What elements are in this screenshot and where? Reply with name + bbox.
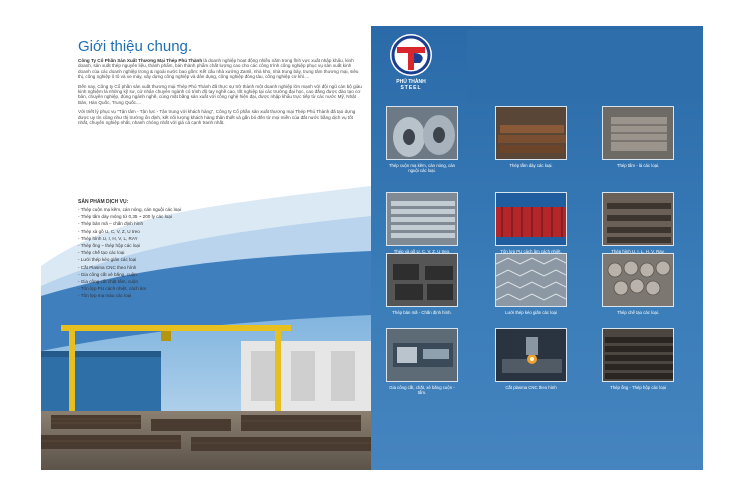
service-item: - Thép xà gồ U, C, V, Z, U treo xyxy=(78,228,140,234)
product-image xyxy=(602,106,674,160)
company-name: Công Ty Cổ Phần Sản Xuất Thương Mại Thép Phú Thành xyxy=(78,58,203,63)
service-item: - Lưới thép kéo giãn các loại xyxy=(78,257,137,263)
product-caption: Lưới thép kéo giãn các loại xyxy=(505,310,557,315)
product-caption: Tôn lợp PU cách âm cách nhiệt. xyxy=(500,249,562,254)
header-wave xyxy=(467,30,703,100)
product-caption: Thép hình U, I, L, H, V, Ray. xyxy=(611,249,665,254)
service-item: - Thép tấm dày mỏng từ 0,35 ~ 200 ly các loại xyxy=(78,214,172,220)
product-caption: Thép ống - Thép hộp các loại xyxy=(610,385,666,390)
product-image xyxy=(386,106,458,160)
product-caption: Thép xà gồ U, C, V, Z, U treo. xyxy=(393,249,451,254)
product-tile xyxy=(386,328,458,395)
intro-paragraph-3: Với triết lý phục vụ "Tận tâm - Tận lực - Tận trung với khách hàng", Công ty Cổ phần sản xuất thương mại Thép Phú Thành đã tạo dựng được uy tín cũng như thị trường ổn định, kết nối lượng khách hàng thân thiết và gắn bó đến từ mọi miền của đất nước bằng dịch vụ tốt nhất, chuyên nghiệp nhất, nhanh chóng nhất với giá cả cạnh tranh nhất. xyxy=(78,109,356,126)
product-image xyxy=(602,328,674,382)
product-caption: Thép tấm dày các loại. xyxy=(509,163,553,168)
service-item: - Thép chế tạo các loại xyxy=(78,250,125,256)
product-image xyxy=(602,192,674,246)
service-item: - Cắt Plasma CNC theo hình xyxy=(78,264,137,270)
product-caption: Gia công cắt, chặt, xẻ băng cuộn - tấm. xyxy=(389,385,455,395)
service-item: - Tôn lợp PU cách nhiệt, cách âm xyxy=(78,286,147,292)
product-image xyxy=(386,328,458,382)
service-item: - Thép cuộn mạ kẽm, cán nóng, cán nguội các loại xyxy=(78,207,181,212)
product-tile xyxy=(602,106,674,168)
service-item: - Thép bản mã – chấn định hình xyxy=(78,221,144,227)
services-list xyxy=(78,206,181,300)
product-tile xyxy=(386,253,458,315)
product-image xyxy=(495,192,567,246)
product-tile xyxy=(495,106,567,168)
factory-photo xyxy=(41,311,371,470)
company-logo xyxy=(385,32,437,100)
page-title: Giới thiệu chung. xyxy=(78,38,193,55)
intro-text xyxy=(78,58,363,129)
product-image xyxy=(386,192,458,246)
intro-p1-rest: là doanh nghiệp hoạt động nhiều năm trong lĩnh vực xuất nhập khẩu, kinh doanh, sản xuất thép nguyên liệu, thành phẩm, bán thành phẩm chất lượng cao cho các công trình công nghiệp phục vụ sản xuất kinh doanh của các doanh nghiệp trong & ngoài nước bao gồm: Kết cấu nhà xưởng Zamil, nhà kho, nhà trung bày, trung tâm thương mại, siêu thị, công nghiệp ô tô và xe máy, xây dựng công nghiệp và dân dụng, công nghiệp đóng tàu, công nghiệp cơ khí.... xyxy=(78,58,359,80)
intro-paragraph-1 xyxy=(78,58,363,80)
product-image xyxy=(386,253,458,307)
product-tile xyxy=(386,192,458,254)
product-caption: Thép cuộn mạ kẽm, cán nóng, cán nguội các loại. xyxy=(388,163,456,173)
logo-text xyxy=(385,80,437,91)
product-tile xyxy=(602,253,674,315)
product-tile xyxy=(495,328,567,390)
product-caption: Thép bản mã - Chấn định hình. xyxy=(392,310,452,315)
product-image xyxy=(495,253,567,307)
service-item: - Thép ống – thép hộp các loại xyxy=(78,243,140,249)
left-page xyxy=(41,26,371,470)
logo-line-2: STEEL xyxy=(400,84,422,91)
service-item: - Tôn lợp mạ màu các loại xyxy=(78,293,132,299)
product-tile xyxy=(386,106,458,173)
product-image xyxy=(602,253,674,307)
product-image xyxy=(495,106,567,160)
product-tile xyxy=(495,253,567,315)
intro-paragraph-2: Đến nay, Công ty Cổ phần sản xuất thương mại Thép Phú Thành đã thực sự trở thành một doanh nghiệp lớn mạnh với đội ngũ cán bộ giàu kinh nghiệm là những kỹ sư, cử nhân chuyên ngành có trình độ tay nghề cao, tốt nghiệp tại các trường đại học, cao đẳng được đào tạo cơ bản, chuyên nghiệp, đúng ngành nghề, cùng mặt bằng sản xuất với công nghệ hiện đại, được nhập khẩu trực tiếp từ các nước Mỹ, Nhật Bản, Hàn Quốc, Trung Quốc.... xyxy=(78,83,362,105)
product-tile xyxy=(495,192,567,254)
service-item: - Gia công cắt xẻ băng, cuộn xyxy=(78,271,137,277)
logo-line-1: PHÚ THÀNH xyxy=(396,79,426,85)
product-tile xyxy=(602,192,674,254)
product-caption: Cắt plasma CNC theo hình xyxy=(505,385,557,390)
services-heading: SẢN PHẨM DỊCH VỤ: xyxy=(78,199,129,205)
service-item: - Gia công cắt chặt tấm, cuộn xyxy=(78,279,139,285)
service-item: - Thép hình U, I, H, V, L, RAY xyxy=(78,235,138,241)
product-image xyxy=(495,328,567,382)
product-caption: Thép tấm - lá các loại. xyxy=(616,163,660,168)
right-page xyxy=(371,26,703,470)
product-tile xyxy=(602,328,674,390)
product-caption: Thép chế tạo các loại. xyxy=(616,310,660,315)
